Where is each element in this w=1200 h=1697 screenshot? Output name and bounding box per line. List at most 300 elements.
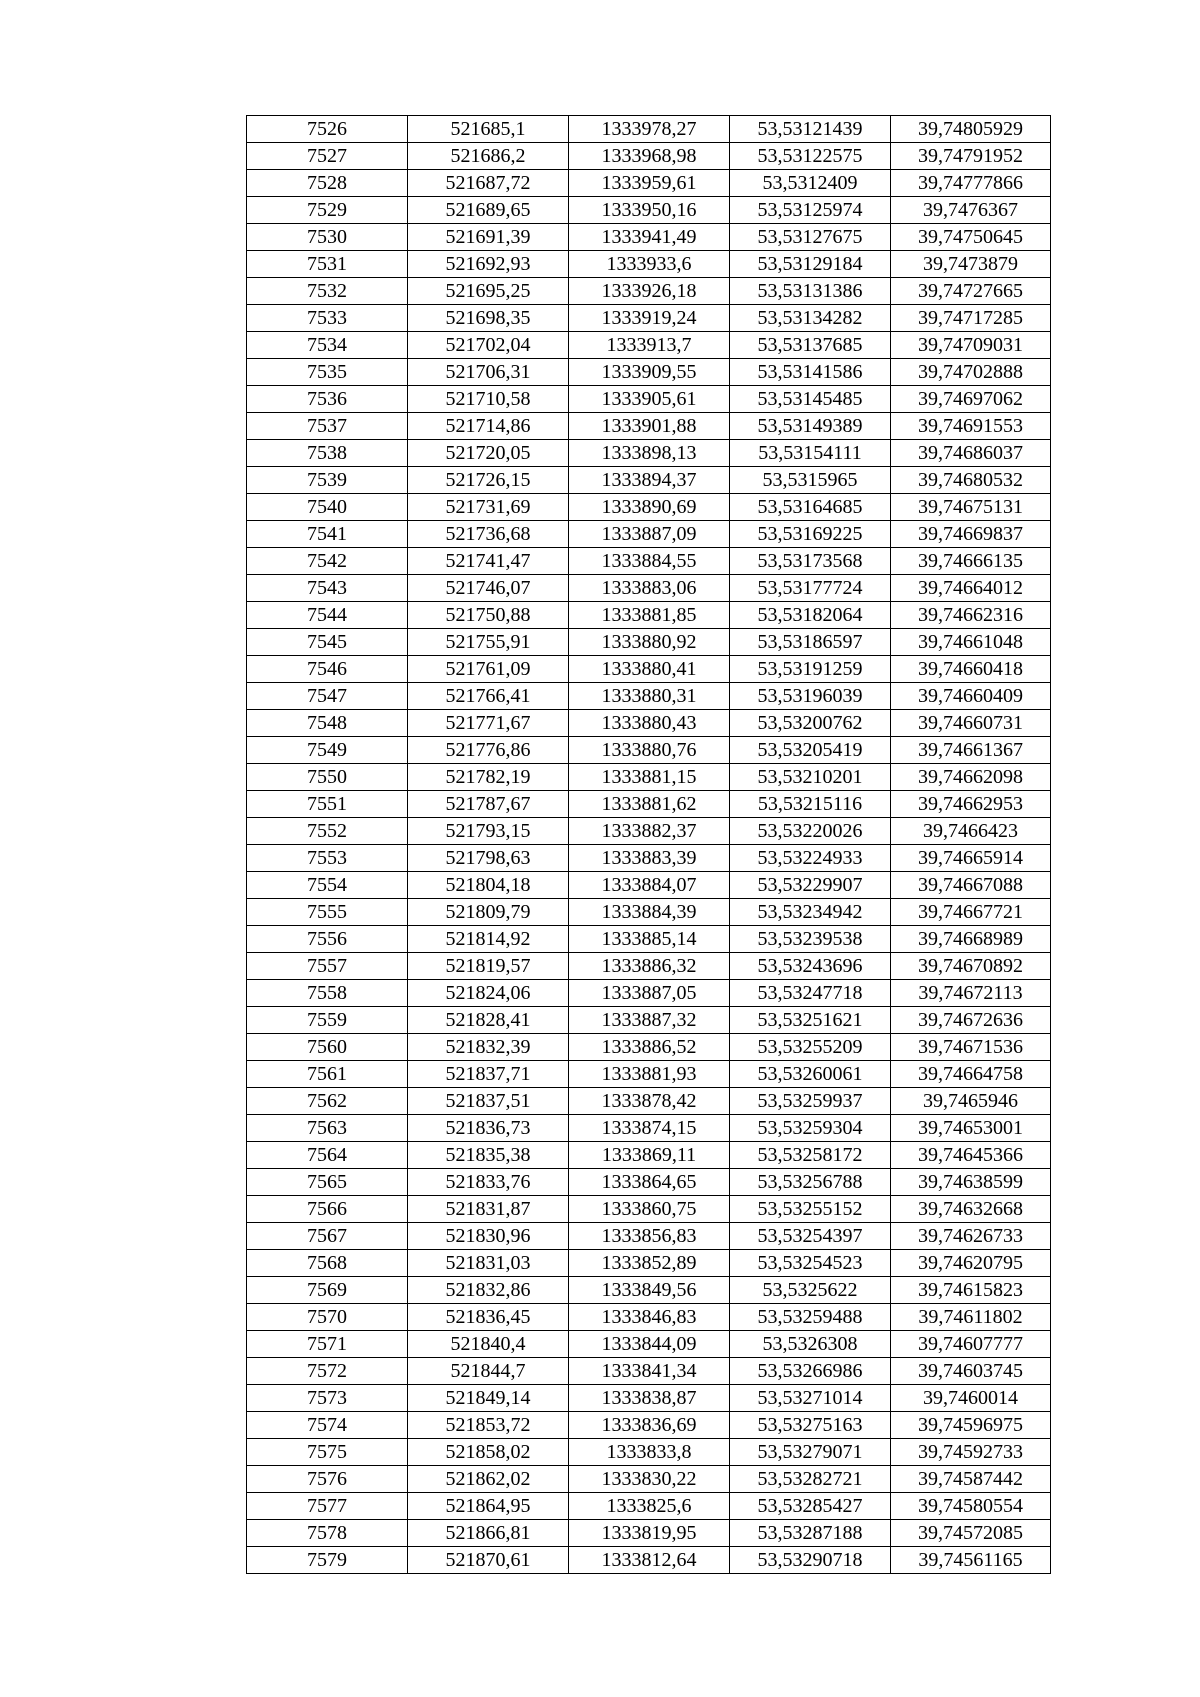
table-row: [247, 521, 1051, 548]
longitude-cell: 39,74675131: [891, 494, 1051, 521]
longitude-cell: 39,74587442: [891, 1466, 1051, 1493]
longitude-cell: 39,74664012: [891, 575, 1051, 602]
y-coordinate-cell: 1333856,83: [569, 1223, 730, 1250]
longitude-cell: 39,74665914: [891, 845, 1051, 872]
longitude-cell: 39,74717285: [891, 305, 1051, 332]
x-coordinate-cell: 521689,65: [408, 197, 569, 224]
latitude-cell: 53,53127675: [730, 224, 891, 251]
x-coordinate-cell: 521853,72: [408, 1412, 569, 1439]
latitude-cell: 53,53239538: [730, 926, 891, 953]
x-coordinate-cell: 521837,71: [408, 1061, 569, 1088]
y-coordinate-cell: 1333852,89: [569, 1250, 730, 1277]
table-row: [247, 926, 1051, 953]
table-row: [247, 494, 1051, 521]
table-row: [247, 1277, 1051, 1304]
point-number-cell: 7577: [247, 1493, 408, 1520]
table-row: [247, 251, 1051, 278]
table-row: [247, 386, 1051, 413]
table-row: [247, 899, 1051, 926]
x-coordinate-cell: 521698,35: [408, 305, 569, 332]
y-coordinate-cell: 1333880,92: [569, 629, 730, 656]
point-number-cell: 7545: [247, 629, 408, 656]
table-row: [247, 872, 1051, 899]
table-row: [247, 1034, 1051, 1061]
point-number-cell: 7543: [247, 575, 408, 602]
y-coordinate-cell: 1333885,14: [569, 926, 730, 953]
latitude-cell: 53,53154111: [730, 440, 891, 467]
point-number-cell: 7570: [247, 1304, 408, 1331]
x-coordinate-cell: 521844,7: [408, 1358, 569, 1385]
x-coordinate-cell: 521870,61: [408, 1547, 569, 1574]
point-number-cell: 7540: [247, 494, 408, 521]
table-row: [247, 818, 1051, 845]
point-number-cell: 7548: [247, 710, 408, 737]
longitude-cell: 39,74653001: [891, 1115, 1051, 1142]
y-coordinate-cell: 1333883,39: [569, 845, 730, 872]
latitude-cell: 53,53260061: [730, 1061, 891, 1088]
longitude-cell: 39,74661048: [891, 629, 1051, 656]
table-row: [247, 683, 1051, 710]
latitude-cell: 53,53131386: [730, 278, 891, 305]
latitude-cell: 53,53215116: [730, 791, 891, 818]
point-number-cell: 7560: [247, 1034, 408, 1061]
x-coordinate-cell: 521858,02: [408, 1439, 569, 1466]
table-row: [247, 656, 1051, 683]
table-row: [247, 440, 1051, 467]
x-coordinate-cell: 521864,95: [408, 1493, 569, 1520]
point-number-cell: 7562: [247, 1088, 408, 1115]
longitude-cell: 39,74603745: [891, 1358, 1051, 1385]
y-coordinate-cell: 1333919,24: [569, 305, 730, 332]
longitude-cell: 39,7476367: [891, 197, 1051, 224]
x-coordinate-cell: 521746,07: [408, 575, 569, 602]
latitude-cell: 53,5326308: [730, 1331, 891, 1358]
point-number-cell: 7566: [247, 1196, 408, 1223]
table-row: [247, 1115, 1051, 1142]
table-row: [247, 1169, 1051, 1196]
y-coordinate-cell: 1333978,27: [569, 116, 730, 143]
x-coordinate-cell: 521761,09: [408, 656, 569, 683]
latitude-cell: 53,53254523: [730, 1250, 891, 1277]
latitude-cell: 53,53149389: [730, 413, 891, 440]
y-coordinate-cell: 1333909,55: [569, 359, 730, 386]
x-coordinate-cell: 521837,51: [408, 1088, 569, 1115]
point-number-cell: 7576: [247, 1466, 408, 1493]
table-row: [247, 764, 1051, 791]
point-number-cell: 7535: [247, 359, 408, 386]
point-number-cell: 7575: [247, 1439, 408, 1466]
point-number-cell: 7555: [247, 899, 408, 926]
latitude-cell: 53,53200762: [730, 710, 891, 737]
longitude-cell: 39,74671536: [891, 1034, 1051, 1061]
latitude-cell: 53,53196039: [730, 683, 891, 710]
y-coordinate-cell: 1333819,95: [569, 1520, 730, 1547]
x-coordinate-cell: 521695,25: [408, 278, 569, 305]
point-number-cell: 7527: [247, 143, 408, 170]
latitude-cell: 53,53256788: [730, 1169, 891, 1196]
y-coordinate-cell: 1333864,65: [569, 1169, 730, 1196]
latitude-cell: 53,53258172: [730, 1142, 891, 1169]
y-coordinate-cell: 1333880,41: [569, 656, 730, 683]
x-coordinate-cell: 521771,67: [408, 710, 569, 737]
y-coordinate-cell: 1333846,83: [569, 1304, 730, 1331]
x-coordinate-cell: 521832,39: [408, 1034, 569, 1061]
latitude-cell: 53,53164685: [730, 494, 891, 521]
longitude-cell: 39,74727665: [891, 278, 1051, 305]
x-coordinate-cell: 521840,4: [408, 1331, 569, 1358]
latitude-cell: 53,53282721: [730, 1466, 891, 1493]
y-coordinate-cell: 1333886,32: [569, 953, 730, 980]
longitude-cell: 39,74662098: [891, 764, 1051, 791]
table-row: [247, 332, 1051, 359]
y-coordinate-cell: 1333836,69: [569, 1412, 730, 1439]
longitude-cell: 39,7466423: [891, 818, 1051, 845]
longitude-cell: 39,74750645: [891, 224, 1051, 251]
point-number-cell: 7550: [247, 764, 408, 791]
table-row: [247, 1223, 1051, 1250]
y-coordinate-cell: 1333894,37: [569, 467, 730, 494]
latitude-cell: 53,53224933: [730, 845, 891, 872]
point-number-cell: 7546: [247, 656, 408, 683]
latitude-cell: 53,53259304: [730, 1115, 891, 1142]
table-row: [247, 791, 1051, 818]
point-number-cell: 7526: [247, 116, 408, 143]
longitude-cell: 39,74669837: [891, 521, 1051, 548]
y-coordinate-cell: 1333881,62: [569, 791, 730, 818]
y-coordinate-cell: 1333884,07: [569, 872, 730, 899]
point-number-cell: 7554: [247, 872, 408, 899]
longitude-cell: 39,74561165: [891, 1547, 1051, 1574]
coordinates-table-body: [247, 116, 1051, 1574]
table-row: [247, 1304, 1051, 1331]
latitude-cell: 53,53210201: [730, 764, 891, 791]
point-number-cell: 7561: [247, 1061, 408, 1088]
table-row: [247, 467, 1051, 494]
x-coordinate-cell: 521750,88: [408, 602, 569, 629]
x-coordinate-cell: 521686,2: [408, 143, 569, 170]
x-coordinate-cell: 521766,41: [408, 683, 569, 710]
point-number-cell: 7579: [247, 1547, 408, 1574]
table-row: [247, 170, 1051, 197]
table-row: [247, 1466, 1051, 1493]
longitude-cell: 39,74572085: [891, 1520, 1051, 1547]
longitude-cell: 39,74668989: [891, 926, 1051, 953]
longitude-cell: 39,7465946: [891, 1088, 1051, 1115]
longitude-cell: 39,74645366: [891, 1142, 1051, 1169]
y-coordinate-cell: 1333884,39: [569, 899, 730, 926]
longitude-cell: 39,74580554: [891, 1493, 1051, 1520]
x-coordinate-cell: 521782,19: [408, 764, 569, 791]
point-number-cell: 7529: [247, 197, 408, 224]
table-row: [247, 1358, 1051, 1385]
latitude-cell: 53,53220026: [730, 818, 891, 845]
longitude-cell: 39,74620795: [891, 1250, 1051, 1277]
x-coordinate-cell: 521828,41: [408, 1007, 569, 1034]
point-number-cell: 7569: [247, 1277, 408, 1304]
longitude-cell: 39,74791952: [891, 143, 1051, 170]
table-row: [247, 1385, 1051, 1412]
longitude-cell: 39,74660409: [891, 683, 1051, 710]
x-coordinate-cell: 521804,18: [408, 872, 569, 899]
table-row: [247, 737, 1051, 764]
point-number-cell: 7564: [247, 1142, 408, 1169]
table-row: [247, 629, 1051, 656]
latitude-cell: 53,53243696: [730, 953, 891, 980]
point-number-cell: 7572: [247, 1358, 408, 1385]
point-number-cell: 7573: [247, 1385, 408, 1412]
y-coordinate-cell: 1333844,09: [569, 1331, 730, 1358]
table-row: [247, 1439, 1051, 1466]
longitude-cell: 39,74607777: [891, 1331, 1051, 1358]
latitude-cell: 53,53191259: [730, 656, 891, 683]
longitude-cell: 39,74664758: [891, 1061, 1051, 1088]
point-number-cell: 7536: [247, 386, 408, 413]
latitude-cell: 53,53205419: [730, 737, 891, 764]
point-number-cell: 7557: [247, 953, 408, 980]
longitude-cell: 39,74666135: [891, 548, 1051, 575]
table-row: [247, 1331, 1051, 1358]
point-number-cell: 7538: [247, 440, 408, 467]
x-coordinate-cell: 521731,69: [408, 494, 569, 521]
y-coordinate-cell: 1333926,18: [569, 278, 730, 305]
x-coordinate-cell: 521832,86: [408, 1277, 569, 1304]
y-coordinate-cell: 1333933,6: [569, 251, 730, 278]
table-row: [247, 1007, 1051, 1034]
x-coordinate-cell: 521702,04: [408, 332, 569, 359]
latitude-cell: 53,53129184: [730, 251, 891, 278]
y-coordinate-cell: 1333849,56: [569, 1277, 730, 1304]
longitude-cell: 39,74638599: [891, 1169, 1051, 1196]
x-coordinate-cell: 521809,79: [408, 899, 569, 926]
x-coordinate-cell: 521836,73: [408, 1115, 569, 1142]
x-coordinate-cell: 521830,96: [408, 1223, 569, 1250]
table-row: [247, 1142, 1051, 1169]
longitude-cell: 39,74709031: [891, 332, 1051, 359]
x-coordinate-cell: 521814,92: [408, 926, 569, 953]
x-coordinate-cell: 521710,58: [408, 386, 569, 413]
latitude-cell: 53,53141586: [730, 359, 891, 386]
table-row: [247, 710, 1051, 737]
x-coordinate-cell: 521726,15: [408, 467, 569, 494]
y-coordinate-cell: 1333878,42: [569, 1088, 730, 1115]
latitude-cell: 53,53122575: [730, 143, 891, 170]
x-coordinate-cell: 521793,15: [408, 818, 569, 845]
longitude-cell: 39,74662953: [891, 791, 1051, 818]
x-coordinate-cell: 521824,06: [408, 980, 569, 1007]
y-coordinate-cell: 1333901,88: [569, 413, 730, 440]
x-coordinate-cell: 521714,86: [408, 413, 569, 440]
table-row: [247, 953, 1051, 980]
point-number-cell: 7539: [247, 467, 408, 494]
latitude-cell: 53,53259488: [730, 1304, 891, 1331]
x-coordinate-cell: 521706,31: [408, 359, 569, 386]
table-row: [247, 278, 1051, 305]
y-coordinate-cell: 1333913,7: [569, 332, 730, 359]
point-number-cell: 7532: [247, 278, 408, 305]
longitude-cell: 39,74662316: [891, 602, 1051, 629]
table-row: [247, 602, 1051, 629]
longitude-cell: 39,74667721: [891, 899, 1051, 926]
point-number-cell: 7552: [247, 818, 408, 845]
x-coordinate-cell: 521687,72: [408, 170, 569, 197]
latitude-cell: 53,53279071: [730, 1439, 891, 1466]
latitude-cell: 53,53255209: [730, 1034, 891, 1061]
table-row: [247, 980, 1051, 1007]
y-coordinate-cell: 1333887,09: [569, 521, 730, 548]
longitude-cell: 39,74596975: [891, 1412, 1051, 1439]
x-coordinate-cell: 521755,91: [408, 629, 569, 656]
table-row: [247, 1412, 1051, 1439]
y-coordinate-cell: 1333950,16: [569, 197, 730, 224]
table-row: [247, 1547, 1051, 1574]
point-number-cell: 7534: [247, 332, 408, 359]
x-coordinate-cell: 521833,76: [408, 1169, 569, 1196]
x-coordinate-cell: 521741,47: [408, 548, 569, 575]
point-number-cell: 7541: [247, 521, 408, 548]
longitude-cell: 39,74660418: [891, 656, 1051, 683]
latitude-cell: 53,53271014: [730, 1385, 891, 1412]
latitude-cell: 53,53275163: [730, 1412, 891, 1439]
x-coordinate-cell: 521819,57: [408, 953, 569, 980]
x-coordinate-cell: 521831,03: [408, 1250, 569, 1277]
y-coordinate-cell: 1333830,22: [569, 1466, 730, 1493]
y-coordinate-cell: 1333887,05: [569, 980, 730, 1007]
y-coordinate-cell: 1333881,93: [569, 1061, 730, 1088]
longitude-cell: 39,7473879: [891, 251, 1051, 278]
longitude-cell: 39,74697062: [891, 386, 1051, 413]
longitude-cell: 39,74686037: [891, 440, 1051, 467]
x-coordinate-cell: 521776,86: [408, 737, 569, 764]
y-coordinate-cell: 1333882,37: [569, 818, 730, 845]
table-row: [247, 143, 1051, 170]
y-coordinate-cell: 1333883,06: [569, 575, 730, 602]
point-number-cell: 7528: [247, 170, 408, 197]
y-coordinate-cell: 1333968,98: [569, 143, 730, 170]
point-number-cell: 7542: [247, 548, 408, 575]
table-row: [247, 548, 1051, 575]
y-coordinate-cell: 1333905,61: [569, 386, 730, 413]
latitude-cell: 53,53247718: [730, 980, 891, 1007]
x-coordinate-cell: 521691,39: [408, 224, 569, 251]
point-number-cell: 7556: [247, 926, 408, 953]
table-row: [247, 1061, 1051, 1088]
x-coordinate-cell: 521862,02: [408, 1466, 569, 1493]
table-row: [247, 845, 1051, 872]
latitude-cell: 53,53186597: [730, 629, 891, 656]
point-number-cell: 7563: [247, 1115, 408, 1142]
longitude-cell: 39,74615823: [891, 1277, 1051, 1304]
latitude-cell: 53,53121439: [730, 116, 891, 143]
x-coordinate-cell: 521720,05: [408, 440, 569, 467]
y-coordinate-cell: 1333898,13: [569, 440, 730, 467]
point-number-cell: 7578: [247, 1520, 408, 1547]
point-number-cell: 7531: [247, 251, 408, 278]
point-number-cell: 7565: [247, 1169, 408, 1196]
y-coordinate-cell: 1333841,34: [569, 1358, 730, 1385]
y-coordinate-cell: 1333884,55: [569, 548, 730, 575]
table-row: [247, 1493, 1051, 1520]
latitude-cell: 53,53259937: [730, 1088, 891, 1115]
x-coordinate-cell: 521866,81: [408, 1520, 569, 1547]
x-coordinate-cell: 521831,87: [408, 1196, 569, 1223]
table-row: [247, 116, 1051, 143]
x-coordinate-cell: 521836,45: [408, 1304, 569, 1331]
latitude-cell: 53,53234942: [730, 899, 891, 926]
y-coordinate-cell: 1333880,76: [569, 737, 730, 764]
x-coordinate-cell: 521798,63: [408, 845, 569, 872]
x-coordinate-cell: 521849,14: [408, 1385, 569, 1412]
longitude-cell: 39,74670892: [891, 953, 1051, 980]
y-coordinate-cell: 1333880,31: [569, 683, 730, 710]
latitude-cell: 53,5325622: [730, 1277, 891, 1304]
table-row: [247, 575, 1051, 602]
point-number-cell: 7547: [247, 683, 408, 710]
coordinates-table: [246, 115, 1051, 1574]
longitude-cell: 39,74660731: [891, 710, 1051, 737]
table-row: [247, 197, 1051, 224]
latitude-cell: 53,53145485: [730, 386, 891, 413]
table-row: [247, 359, 1051, 386]
latitude-cell: 53,53287188: [730, 1520, 891, 1547]
y-coordinate-cell: 1333886,52: [569, 1034, 730, 1061]
latitude-cell: 53,53169225: [730, 521, 891, 548]
point-number-cell: 7551: [247, 791, 408, 818]
point-number-cell: 7537: [247, 413, 408, 440]
y-coordinate-cell: 1333959,61: [569, 170, 730, 197]
longitude-cell: 39,74672113: [891, 980, 1051, 1007]
latitude-cell: 53,53251621: [730, 1007, 891, 1034]
y-coordinate-cell: 1333881,15: [569, 764, 730, 791]
table-row: [247, 1250, 1051, 1277]
point-number-cell: 7553: [247, 845, 408, 872]
point-number-cell: 7549: [247, 737, 408, 764]
longitude-cell: 39,74672636: [891, 1007, 1051, 1034]
latitude-cell: 53,53137685: [730, 332, 891, 359]
table-row: [247, 1520, 1051, 1547]
point-number-cell: 7567: [247, 1223, 408, 1250]
longitude-cell: 39,74805929: [891, 116, 1051, 143]
latitude-cell: 53,53229907: [730, 872, 891, 899]
y-coordinate-cell: 1333860,75: [569, 1196, 730, 1223]
longitude-cell: 39,74592733: [891, 1439, 1051, 1466]
longitude-cell: 39,74691553: [891, 413, 1051, 440]
latitude-cell: 53,53285427: [730, 1493, 891, 1520]
x-coordinate-cell: 521685,1: [408, 116, 569, 143]
latitude-cell: 53,53290718: [730, 1547, 891, 1574]
point-number-cell: 7558: [247, 980, 408, 1007]
x-coordinate-cell: 521835,38: [408, 1142, 569, 1169]
x-coordinate-cell: 521787,67: [408, 791, 569, 818]
longitude-cell: 39,74632668: [891, 1196, 1051, 1223]
point-number-cell: 7574: [247, 1412, 408, 1439]
latitude-cell: 53,53254397: [730, 1223, 891, 1250]
longitude-cell: 39,74777866: [891, 170, 1051, 197]
table-row: [247, 413, 1051, 440]
y-coordinate-cell: 1333869,11: [569, 1142, 730, 1169]
point-number-cell: 7533: [247, 305, 408, 332]
x-coordinate-cell: 521692,93: [408, 251, 569, 278]
latitude-cell: 53,5315965: [730, 467, 891, 494]
longitude-cell: 39,74661367: [891, 737, 1051, 764]
longitude-cell: 39,74667088: [891, 872, 1051, 899]
point-number-cell: 7571: [247, 1331, 408, 1358]
longitude-cell: 39,74626733: [891, 1223, 1051, 1250]
table-row: [247, 224, 1051, 251]
point-number-cell: 7544: [247, 602, 408, 629]
y-coordinate-cell: 1333880,43: [569, 710, 730, 737]
latitude-cell: 53,53177724: [730, 575, 891, 602]
point-number-cell: 7568: [247, 1250, 408, 1277]
